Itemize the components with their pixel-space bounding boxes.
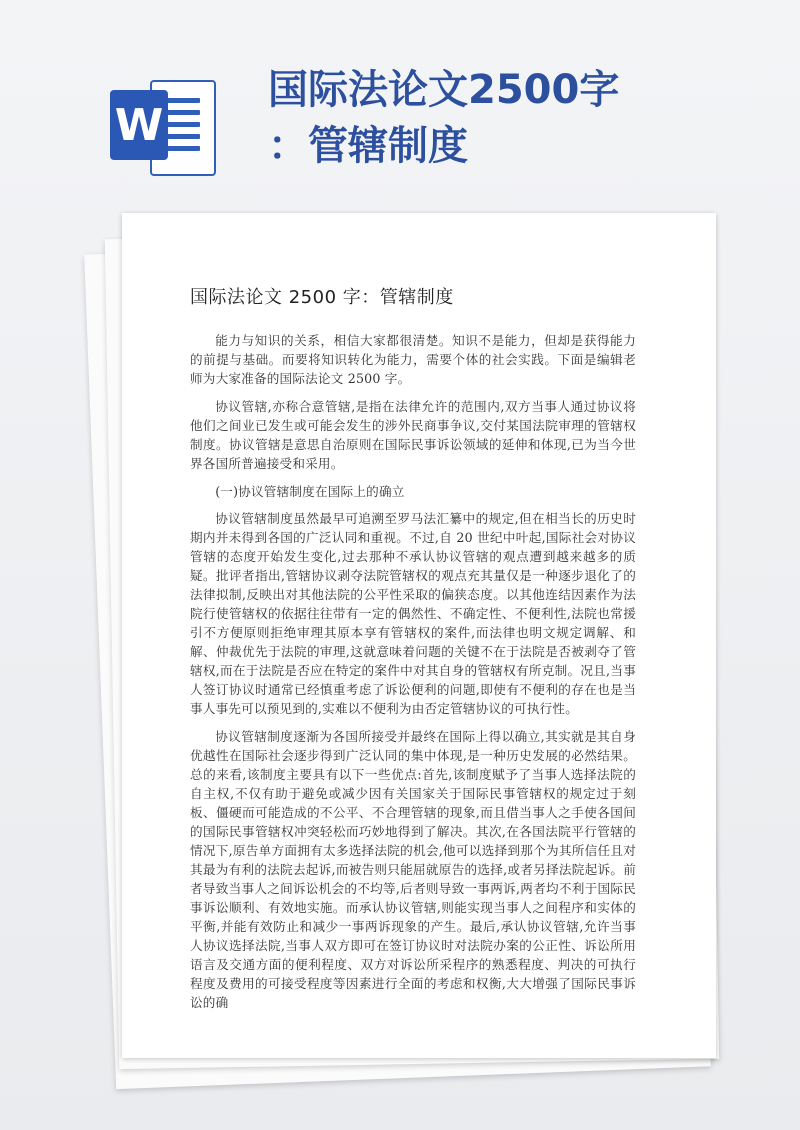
page-title-line2: ：管辖制度 bbox=[268, 123, 468, 169]
document-page bbox=[122, 213, 716, 1058]
paragraph: 能力与知识的关系，相信大家都很清楚。知识不是能力，但却是获得能力的前提与基础。而要将知识转化为能力，需要个体的社会实践。下面是编辑老师为大家准备的国际法论文 2500 字。 bbox=[190, 333, 636, 386]
section-heading: (一)协议管辖制度在国际上的确立 bbox=[215, 484, 405, 499]
document-title: 国际法论文 2500 字：管辖制度 bbox=[190, 287, 454, 308]
page-title bbox=[268, 62, 648, 174]
paragraph: 协议管辖制度虽然最早可追溯至罗马法汇纂中的规定,但在相当长的历史时期内并未得到各国的广泛认同和重视。不过,自 20 世纪中叶起,国际社会对协议管辖的态度开始发生变化,过去那种不承认协议管辖的观点遭到越来越多的质疑。批评者指出,管辖协议剥夺法院管辖权的观点充其量仅是一种逐步退化了的法律拟制,反映出对其他法院的公平性采取的偏狭态度。以其他连结因素作为法院行使管辖权的依据往往带有一定的偶然性、不确定性、不便利性,法院也常援引不方便原则拒绝审理其原本享有管辖权的案件,而法律也明文规定调解、和解、仲裁优先于法院的审理,这就意味着问题的关键不在于法院是否被剥夺了管辖权,而在于法院是否应在特定的案件中对其自身的管辖权有所克制。况且,当事人签订协议时通常已经慎重考虑了诉讼便利的问题,即使有不便利的存在也是当事人事先可以预见到的,实难以不便利为由否定管辖协议的可执行性。 bbox=[190, 511, 636, 716]
page-title-line1: 国际法论文2500字 bbox=[268, 67, 620, 113]
paragraph: 协议管辖制度逐渐为各国所接受并最终在国际上得以确立,其实就是其自身优越性在国际社会逐步得到广泛认同的集中体现,是一种历史发展的必然结果。总的来看,该制度主要具有以下一些优点:首先,该制度赋予了当事人选择法院的自主权,不仅有助于避免或减少因有关国家关于国际民事管辖权的规定过于刻板、僵硬而可能造成的不公平、不合理管辖的现象,而且借当事人之手使各国间的国际民事管辖权冲突轻松而巧妙地得到了解决。其次,在各国法院平行管辖的情况下,原告单方面拥有太多选择法院的机会,他可以选择到那个为其所信任且对其最为有利的法院去起诉,而被告则只能屈就原告的选择,或者另择法院起诉。前者导致当事人之间诉讼机会的不均等,后者则导致一事两诉,两者均不利于国际民事诉讼顺利、有效地实施。而承认协议管辖,则能实现当事人之间程序和实体的平衡,并能有效防止和减少一事两诉现象的产生。最后,承认协议管辖,允许当事人协议选择法院,当事人双方即可在签订协议时对法院办案的公正性、诉讼所用语言及交通方面的便利程度、双方对诉讼所采程序的熟悉程度、判决的可执行程度及费用的可接受程度等因素进行全面的考虑和权衡,大大增强了国际民事诉讼的确 bbox=[190, 729, 636, 1010]
document-body bbox=[190, 331, 636, 1021]
word-document-icon bbox=[110, 76, 214, 176]
word-logo-letter: W bbox=[110, 90, 168, 160]
paragraph: 协议管辖,亦称合意管辖,是指在法律允许的范围内,双方当事人通过协议将他们之间业已发生或可能会发生的涉外民商事争议,交付某国法院审理的管辖权制度。协议管辖是意思自治原则在国际民事诉讼领域的延伸和体现,已为当今世界各国所普遍接受和采用。 bbox=[190, 399, 636, 471]
